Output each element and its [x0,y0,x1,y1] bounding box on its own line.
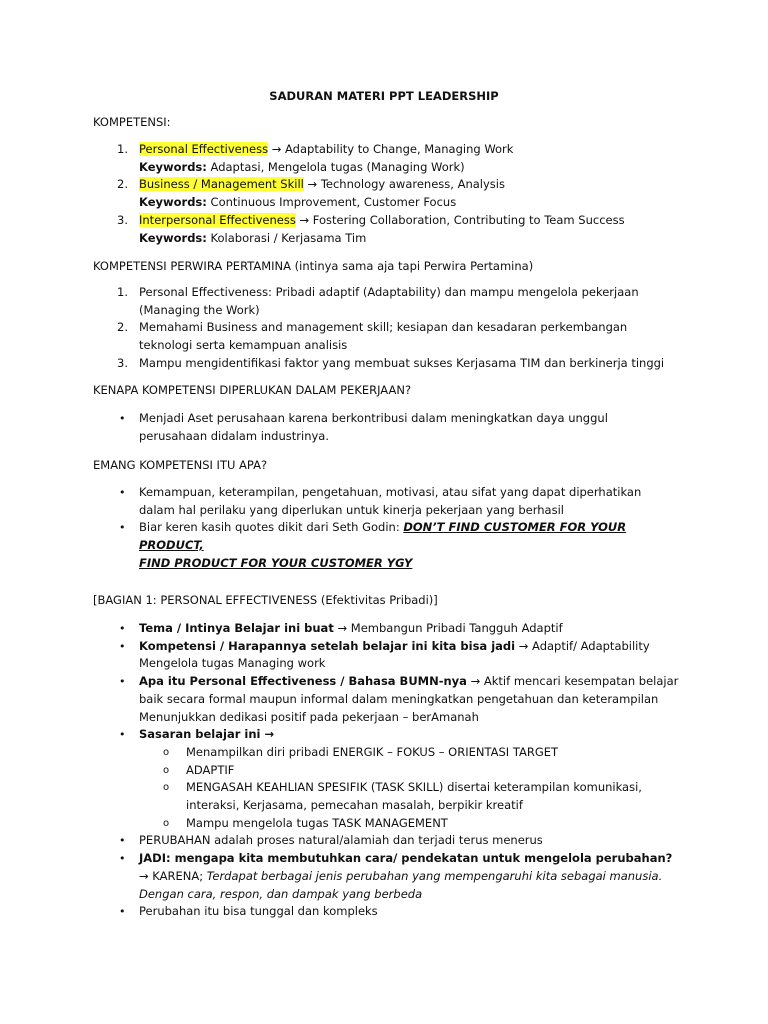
italic-text: Terdapat berbagai jenis perubahan yang mempengaruhi kita sebagai manusia. [206,868,663,883]
highlighted-term: Business / Management Skill [139,177,304,192]
quote-text: DON’T FIND CUSTOMER FOR YOUR PRODUCT, [139,520,627,553]
item-text: Mengelola tugas Managing work [139,656,326,671]
emang-heading: EMANG KOMPETENSI ITU APA? [93,458,268,472]
item-text: Menunjukkan dedikasi positif pada pekerjaan – berAmanah [139,709,479,724]
item-label: JADI: mengapa kita membutuhkan cara/ pendekatan untuk mengelola perubahan? [139,851,673,866]
item-text: dalam hal perilaku yang diperlukan untuk kinerja pekerjaan yang berhasil [139,502,564,517]
keywords-text: Kolaborasi / Kerjasama Tim [210,230,367,245]
list-item [93,638,693,673]
item-text: → KARENA; [139,868,207,883]
list-item [93,410,683,445]
item-text: (Managing the Work) [139,302,260,317]
bullet-icon: • [119,728,126,742]
sub-list-item [93,762,693,780]
sub-list-item [93,815,693,833]
keywords-text: Adaptasi, Mengelola tugas (Managing Work) [210,159,465,174]
item-text: Mampu mengelola tugas TASK MANAGEMENT [186,815,448,830]
item-text: → Membangun Pribadi Tangguh Adaptif [333,621,563,635]
list-item [93,620,693,638]
bullet-icon: • [119,675,126,689]
item-label: Apa itu Personal Effectiveness / Bahasa BUMN-nya [139,674,467,689]
list-number: 2. [117,320,128,335]
bullet-icon: • [119,905,126,919]
bullet-icon: • [119,639,126,653]
bullet-icon: • [119,486,126,499]
list-item [93,673,693,726]
keywords-text: Continuous Improvement, Customer Focus [210,195,457,210]
item-text: → Aktif mencari kesempatan belajar [466,674,679,689]
keywords-label: Keywords: [139,159,207,174]
item-text: Mampu mengidentifikasi faktor yang membuat sukses Kerjasama TIM dan berkinerja tinggi [139,355,665,370]
list-number: 3. [117,212,128,227]
perwira-list [93,284,683,373]
keywords-label: Keywords: [139,230,207,245]
list-item [93,176,683,211]
italic-text: Dengan cara, respon, dan dampak yang berbeda [139,886,423,901]
list-item [93,850,693,903]
sub-bullet-icon: o [163,746,170,758]
item-text: Adaptability to Change, Managing Work [285,142,514,156]
bullet-icon: • [119,834,126,848]
item-text: Kemampuan, keterampilan, pengetahuan, motivasi, atau sifat yang dapat diperhatikan [139,485,642,499]
list-item [93,319,683,354]
document-title: SADURAN MATERI PPT LEADERSHIP [269,89,499,103]
list-item [93,832,693,850]
bullet-icon: • [119,852,126,866]
item-label: Tema / Intinya Belajar ini buat [139,621,334,635]
quote-text: FIND PRODUCT FOR YOUR CUSTOMER YGY [139,555,413,570]
kompetensi-heading: KOMPETENSI: [93,115,171,129]
bullet-icon: • [119,521,126,535]
item-text: teknologi serta kemampuan analisis [139,338,348,353]
item-text: MENGASAH KEAHLIAN SPESIFIK (TASK SKILL) disertai keterampilan komunikasi, [186,780,642,795]
arrow-icon: → [271,142,282,156]
list-item [93,355,683,373]
bagian1-heading: [BAGIAN 1: PERSONAL EFFECTIVENESS (Efektivitas Pribadi)] [93,593,438,607]
item-text: perusahaan didalam industrinya. [139,428,329,443]
bullet-icon: • [119,412,126,425]
highlighted-term: Personal Effectiveness [139,142,269,156]
list-item [93,141,683,176]
sub-list-item [93,779,693,814]
item-text: Perubahan itu bisa tunggal dan kompleks [139,904,378,919]
kompetensi-list [93,141,683,247]
item-label: Kompetensi / Harapannya setelah belajar ini kita bisa jadi [139,638,516,653]
item-text: baik secara formal maupun informal dalam meningkatkan pengetahuan dan keterampilan [139,691,659,706]
sub-bullet-icon: o [163,782,170,794]
arrow-icon: → [307,177,318,192]
keywords-label: Keywords: [139,195,207,210]
item-text: Menampilkan diri pribadi ENERGIK – FOKUS – ORIENTASI TARGET [186,744,559,759]
item-text: → Adaptif/ Adaptability [515,638,650,653]
item-text: Fostering Collaboration, Contributing to Team Success [312,212,625,227]
perwira-heading: KOMPETENSI PERWIRA PERTAMINA (intinya sama aja tapi Perwira Pertamina) [93,259,534,273]
list-number: 1. [117,285,128,299]
bullet-icon: • [119,622,126,635]
sub-bullet-icon: o [163,764,170,776]
sub-list-item [93,744,693,762]
bagian1-list [93,620,693,921]
list-number: 2. [117,177,128,192]
item-text: Menjadi Aset perusahaan karena berkontribusi dalam meningkatkan daya unggul [139,411,608,425]
list-item [93,484,683,519]
item-text: Technology awareness, Analysis [320,177,505,192]
kenapa-heading: KENAPA KOMPETENSI DIPERLUKAN DALAM PEKERJAAN? [93,383,412,397]
item-text: PERUBAHAN adalah proses natural/alamiah dan terjadi terus menerus [139,833,543,848]
list-item [93,519,683,572]
item-label: Sasaran belajar ini → [139,727,275,742]
item-text: Biar keren kasih quotes dikit dari Seth Godin: [139,520,404,535]
list-number: 3. [117,355,128,370]
item-text: Memahami Business and management skill; kesiapan dan kesadaran perkembangan [139,320,628,335]
arrow-icon: → [299,212,310,227]
list-item [93,284,683,319]
list-item [93,726,693,744]
item-text: ADAPTIF [186,762,235,777]
list-number: 1. [117,142,128,156]
sub-bullet-icon: o [163,817,170,829]
list-item [93,212,683,247]
item-text: interaksi, Kerjasama, pemecahan masalah, berpikir kreatif [186,798,523,813]
emang-list [93,484,683,573]
highlighted-term: Interpersonal Effectiveness [139,212,296,227]
kenapa-list [93,410,683,445]
list-item [93,903,693,921]
item-text: Personal Effectiveness: Pribadi adaptif (Adaptability) dan mampu mengelola pekerjaan [139,285,639,299]
